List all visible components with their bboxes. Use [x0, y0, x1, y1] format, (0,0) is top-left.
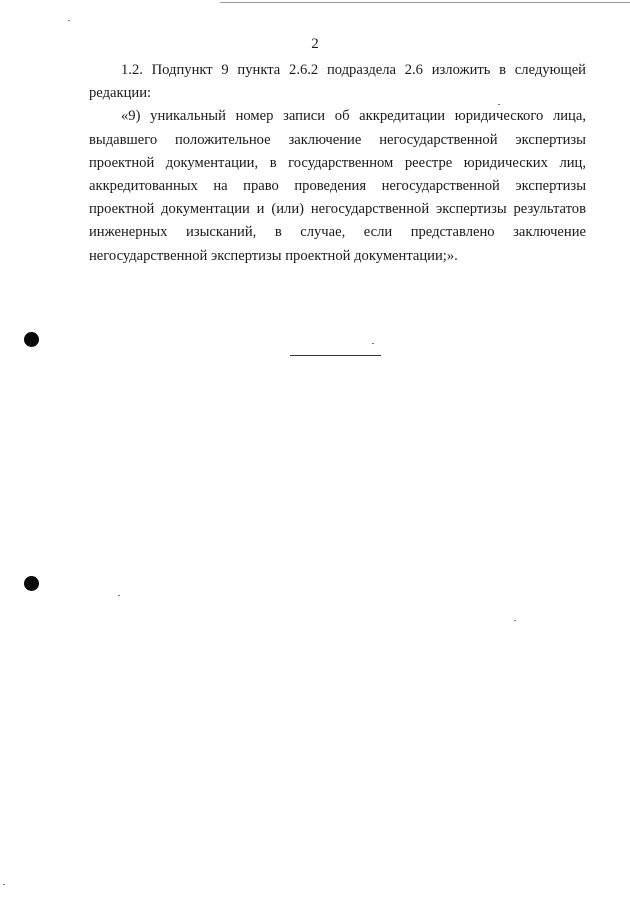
amendment-intro-paragraph: 1.2. Подпункт 9 пункта 2.6.2 подраздела 2.6 изложить в следующей редакции: [89, 62, 586, 102]
scan-speck [514, 620, 516, 621]
scan-speck [498, 104, 500, 105]
scan-top-edge-line [220, 2, 630, 3]
scan-speck [372, 343, 374, 344]
document-body [89, 59, 586, 268]
closing-separator-line [290, 355, 381, 356]
punch-hole-mark [24, 332, 39, 347]
punch-hole-mark [24, 576, 39, 591]
scan-speck [118, 595, 120, 596]
amendment-text-paragraph: «9) уникальный номер записи об аккредитации юридического лица, выдавшего положительное заключение негосударственной экспертизы проектной документации, в государственном реестре юридических лиц, аккредитованных на право проведения негосударственной экспертизы проектной документации и (или) негосударственной экспертизы результатов инженерных изысканий, в случае, если представлено заключение негосударственной экспертизы проектной документации;». [89, 108, 586, 264]
page-number: 2 [311, 36, 319, 52]
scan-speck [68, 20, 70, 21]
scan-speck [3, 884, 5, 885]
